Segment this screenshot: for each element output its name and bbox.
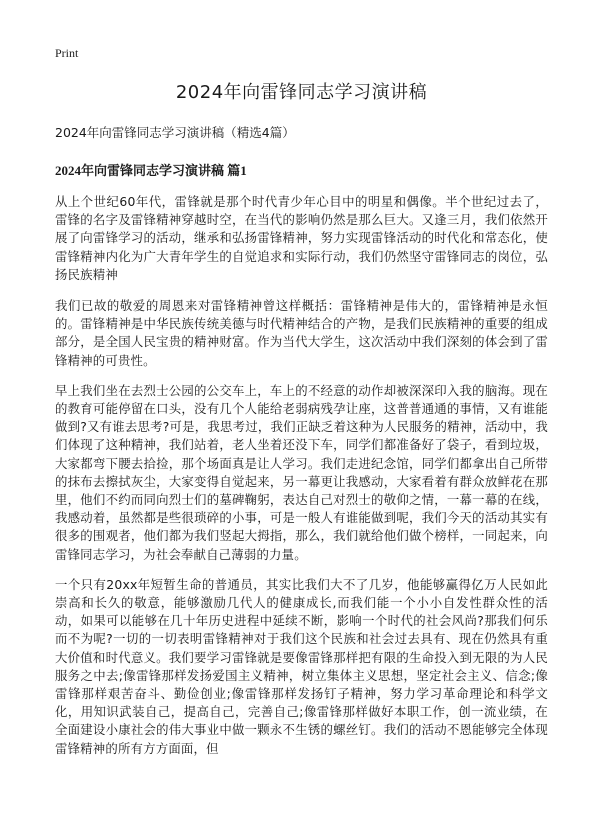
paragraph-3: 早上我们坐在去烈士公园的公交车上，车上的不经意的动作却被深深印入我的脑海。现在的教育可能停留在口头，没有几个人能给老弱病残孕让座，这普普通通的事情，又有谁能做到?又有谁去思考?可是，我思考过，我们正缺乏着这种为人民服务的精神，活动中，我们体现了这种精神，我们站着，老人坐着还没下车，同学们都准备好了袋子，看到垃圾，大家都弯下腰去拾捡，那个场面真是让人学习。我们走进纪念馆，同学们都拿出自己所带的抹布去擦拭灰尘，大家变得自觉起来，另一幕更让我感动，大家看着有群众放鲜花在那里，他们不约而同向烈士们的墓碑鞠躬，表达自己对烈士的敬仰之情，一幕一幕的在线，我感动着，虽然都是些很琐碎的小事，可是一般人有谁能做到呢，我们今天的活动其实有很多的围观者，他们都为我们竖起大拇指，那么，我们就给他们做个榜样，一同起来，向雷锋同志学习，为社会奉献自己薄弱的力量。 [55,382,548,562]
paragraph-1: 从上个世纪60年代，雷锋就是那个时代青少年心目中的明星和偶像。半个世纪过去了，雷锋的名字及雷锋精神穿越时空，在当代的影响仍然是那么巨大。又逢三月，我们依然开展了向雷锋学习的活动，继承和弘扬雷锋精神，努力实现雷锋活动的时代化和常态化，使雷锋精神内化为广大青年学生的自觉追求和实际行动，我们仍然坚守雷锋同志的岗位，弘扬民族精神 [55,194,548,282]
page-title: 2024年向雷锋同志学习演讲稿 [175,82,428,103]
section-heading: 2024年向雷锋同志学习演讲稿 篇1 [55,163,247,178]
document-body [55,80,548,770]
print-link[interactable]: Print [55,46,79,60]
paragraph-4: 一个只有20xx年短暂生命的普通员，其实比我们大不了几岁，他能够赢得亿万人民如此崇高和长久的敬意，能够激励几代人的健康成长,而我们能一个小小自发性群众性的活动，如果可以能够在几十年历史进程中延续不断，影响一个时代的社会风尚?那我们何乐而不为呢?一切的一切表明雷锋精神对于我们这个民族和社会过去具有、现在仍然具有重大价值和时代意义。我们要学习雷锋就是要像雷锋那样把有限的生命投入到无限的为人民服务之中去;像雷锋那样发扬爱国主义精神，树立集体主义思想，坚定社会主义、信念;像雷锋那样艰苦奋斗、勤俭创业;像雷锋那样发扬钉子精神，努力学习革命理论和科学文化，用知识武装自己，提高自己，完善自己;像雷锋那样做好本职工作，创一流业绩，在全面建设小康社会的伟大事业中做一颗永不生锈的螺丝钉。我们的活动不恩能够完全体现雷锋精神的所有方方面面，但 [55,576,548,756]
document-subtitle: 2024年向雷锋同志学习演讲稿（精选4篇） [55,125,295,140]
paragraph-2: 我们已故的敬爱的周恩来对雷锋精神曾这样概括：雷锋精神是伟大的，雷锋精神是永恒的。雷锋精神是中华民族传统美德与时代精神结合的产物，是我们民族精神的重要的组成部分，是全国人民宝贵的精神财富。作为当代大学生，这次活动中我们深刻的体会到了雷锋精神的可贵性。 [55,298,548,368]
